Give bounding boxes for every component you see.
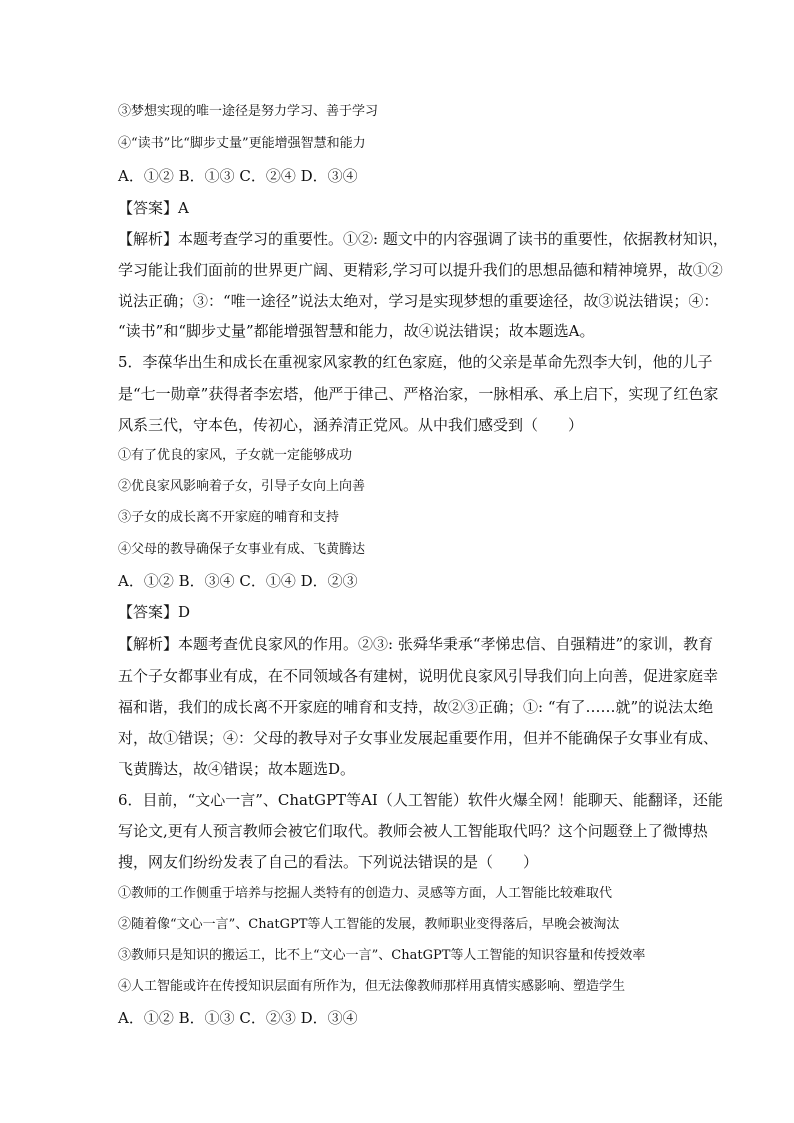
question-line: 是“七一勋章”获得者李宏塔，他严于律己、严格治家，一脉相承、承上启下，实现了红色家 bbox=[118, 385, 719, 403]
option-line: ③教师只是知识的搬运工，比不上“文心一言”、ChatGPT等人工智能的知识容量和传授效率 bbox=[118, 948, 646, 963]
analysis-line: 五个子女都事业有成，在不同领域各有建树，说明优良家风引导我们向上向善，促进家庭幸 bbox=[118, 667, 719, 685]
choices-line: A．①② B．①③ C．②④ D．③④ bbox=[118, 167, 358, 185]
choices-line: A．①② B．①③ C．②③ D．③④ bbox=[118, 1009, 358, 1027]
question-line: 5．李葆华出生和成长在重视家风家教的红色家庭，他的父亲是革命先烈李大钊，他的儿子 bbox=[118, 353, 713, 371]
analysis-line: 说法正确；③：“唯一途径”说法太绝对，学习是实现梦想的重要途径，故③说法错误；④： bbox=[118, 292, 719, 310]
choices-line: A．①② B．③④ C．①④ D．②③ bbox=[118, 572, 358, 590]
question-line: 6．目前，“文心一言”、ChatGPT等AI（人工智能）软件火爆全网！能聊天、能翻译，还能 bbox=[118, 791, 723, 809]
option-line: ④“读书”比“脚步丈量”更能增强智慧和能力 bbox=[118, 136, 366, 151]
option-line: ③子女的成长离不开家庭的哺育和支持 bbox=[118, 510, 340, 525]
question-line: 风系三代，守本色，传初心，涵养清正党风。从中我们感受到（ ） bbox=[118, 416, 584, 434]
analysis-line: 对，故①错误；④：父母的教导对子女事业发展起重要作用，但并不能确保子女事业有成、 bbox=[118, 729, 719, 747]
option-line: ①教师的工作侧重于培养与挖掘人类特有的创造力、灵感等方面，人工智能比较难取代 bbox=[118, 886, 613, 901]
question-line: 写论文,更有人预言教师会被它们取代。教师会被人工智能取代吗？这个问题登上了微博热 bbox=[118, 822, 708, 840]
option-line: ④人工智能或许在传授知识层面有所作为，但无法像教师那样用真情实感影响、塑造学生 bbox=[118, 979, 626, 994]
analysis-line: 学习能让我们面前的世界更广阔、更精彩,学习可以提升我们的思想品德和精神境界，故①② bbox=[118, 261, 723, 279]
analysis-line: “读书”和“脚步丈量”都能增强智慧和能力，故④说法错误；故本题选A。 bbox=[118, 322, 595, 340]
option-line: ③梦想实现的唯一途径是努力学习、善于学习 bbox=[118, 104, 379, 119]
answer-line: 【答案】A bbox=[118, 199, 189, 217]
analysis-line: 【解析】本题考查学习的重要性。①②: 题文中的内容强调了读书的重要性，依据教材知识， bbox=[118, 230, 728, 248]
analysis-line: 福和谐，我们的成长离不开家庭的哺育和支持，故②③正确；①: “有了……就”的说法太绝 bbox=[118, 698, 714, 716]
answer-line: 【答案】D bbox=[118, 603, 191, 621]
option-line: ④父母的教导确保子女事业有成、飞黄腾达 bbox=[118, 542, 366, 557]
question-line: 搜，网友们纷纷发表了自己的看法。下列说法错误的是（ ） bbox=[118, 853, 539, 871]
option-line: ①有了优良的家风，子女就一定能够成功 bbox=[118, 448, 353, 463]
option-line: ②随着像“文心一言”、ChatGPT等人工智能的发展，教师职业变得落后，早晚会被淘汰 bbox=[118, 917, 620, 932]
analysis-line: 【解析】本题考查优良家风的作用。②③: 张舜华秉承“孝悌忠信、自强精进”的家训，教育 bbox=[118, 635, 714, 653]
option-line: ②优良家风影响着子女，引导子女向上向善 bbox=[118, 479, 366, 494]
analysis-line: 飞黄腾达，故④错误；故本题选D。 bbox=[118, 760, 356, 778]
